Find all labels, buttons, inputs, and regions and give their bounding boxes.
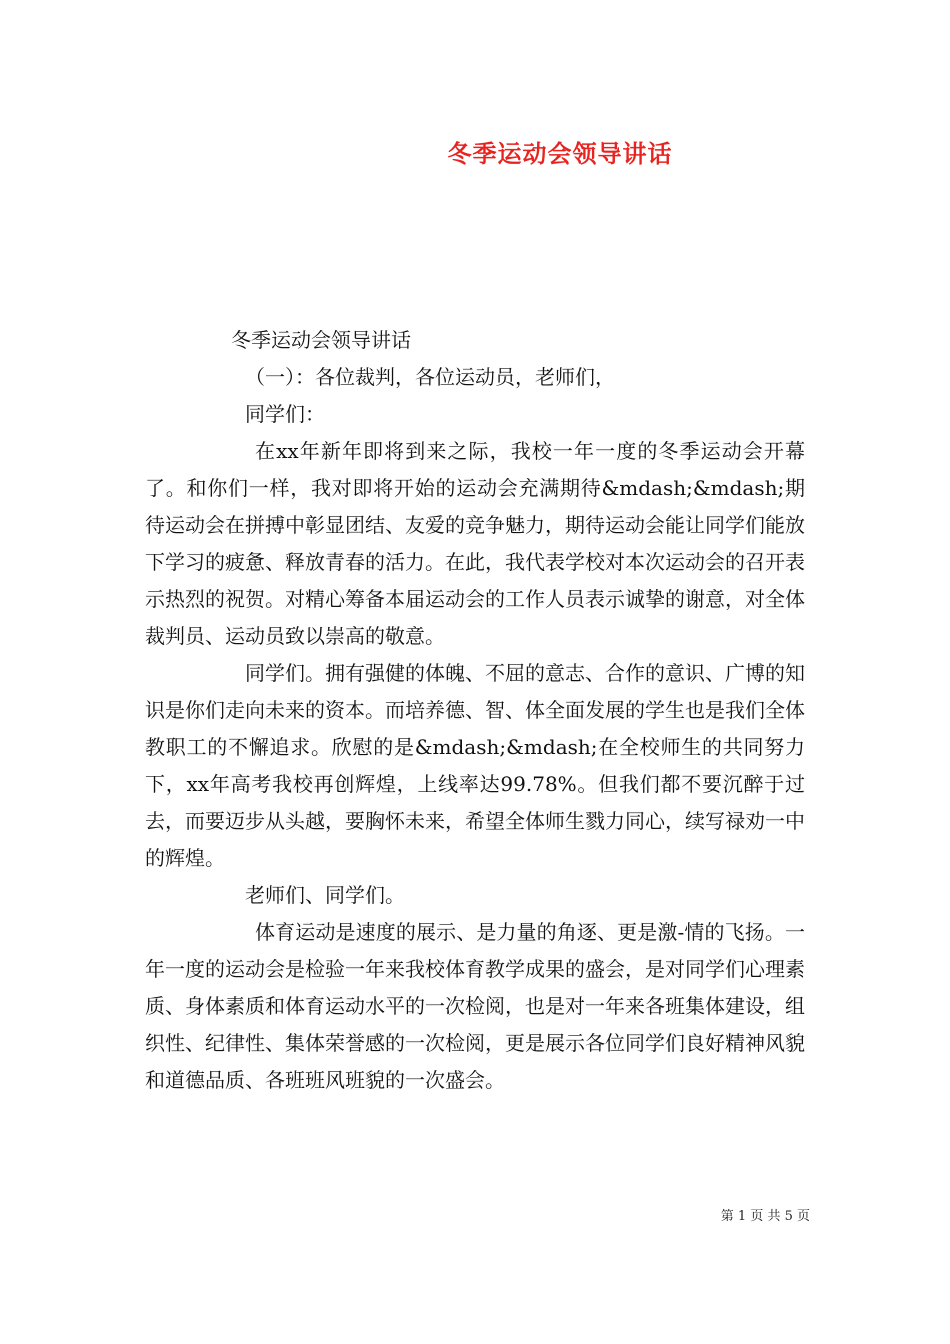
body-paragraph: 体育运动是速度的展示、是力量的角逐、更是激-情的飞扬。一年一度的运动会是检验一年来我校体育教学成果的盛会，是对同学们心理素质、身体素质和体育运动水平的一次检阅，也是对一年来各班集体建设，组织性、纪律性、集体荣誉感的一次检阅，更是展示各位同学们良好精神风貌和道德品质、各班班风班貌的一次盛会。 <box>145 920 805 1092</box>
page-number: 第 1 页 共 5 页 <box>720 1209 810 1224</box>
salutation-paragraph: （一）：各位裁判，各位运动员，老师们， <box>245 365 615 389</box>
document-body <box>145 322 805 1099</box>
document-subtitle: 冬季运动会领导讲话 <box>231 328 411 352</box>
body-paragraph: 老师们、同学们。 <box>245 883 405 907</box>
document-title: 冬季运动会领导讲话 <box>447 139 673 168</box>
body-paragraph: 在xx年新年即将到来之际，我校一年一度的冬季运动会开幕了。和你们一样，我对即将开始的运动会充满期待&mdash;&mdash;期待运动会在拼搏中彰显团结、友爱的竞争魅力，期待运动会能让同学们能放下学习的疲惫、释放青春的活力。在此，我代表学校对本次运动会的召开表示热烈的祝贺。对精心筹备本届运动会的工作人员表示诚挚的谢意，对全体裁判员、运动员致以崇高的敬意。 <box>145 439 805 648</box>
body-paragraph: 同学们。拥有强健的体魄、不屈的意志、合作的意识、广博的知识是你们走向未来的资本。而培养德、智、体全面发展的学生也是我们全体教职工的不懈追求。欣慰的是&mdash;&mdash;在全校师生的共同努力下，xx年高考我校再创辉煌，上线率达99.78%。但我们都不要沉醉于过去，而要迈步从头越，要胸怀未来，希望全体师生戮力同心，续写禄劝一中的辉煌。 <box>145 661 805 870</box>
salutation-students: 同学们： <box>245 402 325 426</box>
